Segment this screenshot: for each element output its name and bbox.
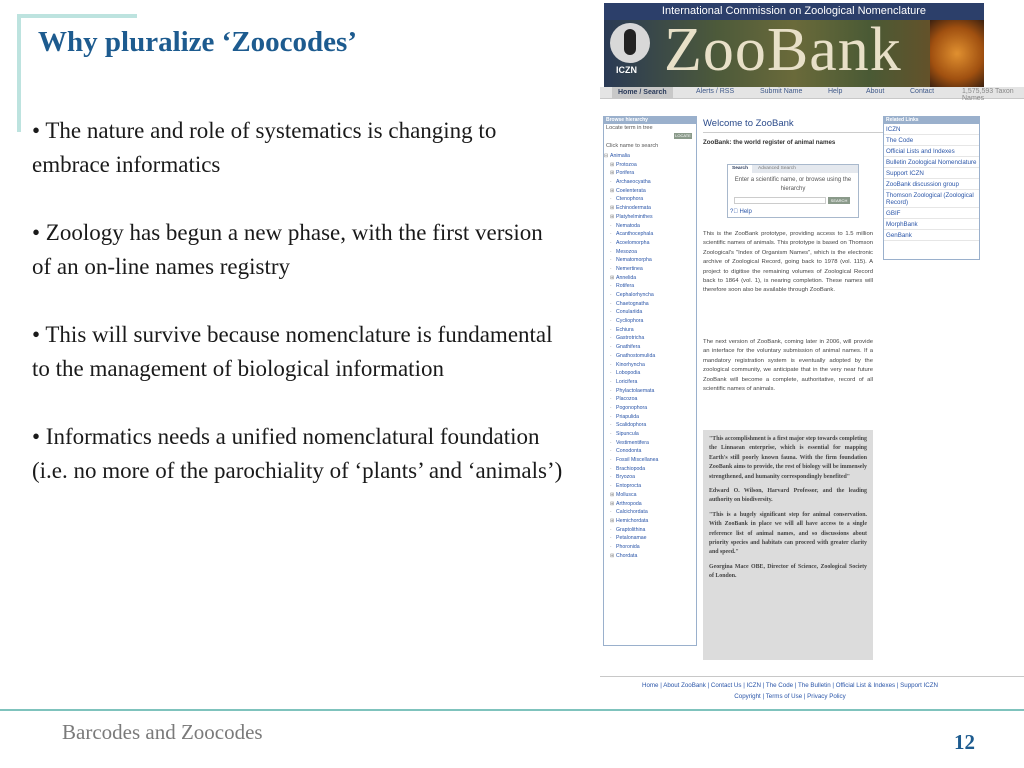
tree-item[interactable] — [604, 430, 696, 439]
tree-item[interactable] — [604, 204, 696, 213]
tree-item[interactable] — [604, 500, 696, 509]
leaf-icon: · — [610, 422, 612, 429]
next-version-paragraph: The next version of ZooBank, coming later in 2006, will provide an interface for the voluntary submission of animal names. If a mandatory registration system is eventually adopted by the zoological community, we anticipate that in the very near future ZooBank will become a complete, authoritative, record of all scientific names of animals. — [703, 339, 873, 393]
expand-icon[interactable]: ⊞ — [610, 213, 615, 220]
help-link[interactable]: ?⃞ Help — [730, 209, 752, 215]
tree-item[interactable] — [604, 282, 696, 291]
tree-item[interactable] — [604, 239, 696, 248]
slide-title: Why pluralize ‘Zoocodes’ — [38, 26, 357, 58]
tree-item-label: Hemichordata — [616, 517, 649, 524]
leaf-icon: · — [610, 292, 612, 298]
related-header: Related Links — [884, 117, 979, 124]
quote-wilson: "This accomplishment is a first major step towards completing the Linnaean enterprise, which is essential for mapping Earth's still poorly known fauna. With the firm foundation ZooBank aims to provide, the rest of biology will be immensely strengthened, and humanity correspondingly benefited" — [709, 436, 867, 480]
subtitle: ZooBank: the world register of animal names — [703, 139, 836, 146]
tree-item-label: Acanthocephala — [616, 231, 654, 238]
tree-item-label: Loricifera — [616, 378, 638, 385]
tree-item-label: Protozoa — [616, 161, 637, 168]
tree-item-label: Nemertinea — [616, 265, 643, 272]
leaf-icon: · — [610, 300, 612, 307]
leaf-icon: · — [610, 361, 612, 368]
tree-item-label: Mesozoa — [616, 248, 638, 255]
tree-item-label: Lobopodia — [616, 370, 641, 377]
leaf-icon: · — [610, 283, 612, 290]
zoobank-banner — [604, 3, 984, 87]
leaf-icon: · — [610, 326, 612, 333]
tree-item[interactable] — [604, 491, 696, 500]
related-link[interactable]: Support ICZN — [884, 168, 979, 179]
tree-item[interactable] — [604, 508, 696, 517]
tree-item-label: Gastrotricha — [616, 335, 645, 342]
leaf-icon: · — [610, 509, 612, 516]
bullet-item: • Zoology has begun a new phase, with the first version of an on-line names registry — [32, 220, 543, 279]
locate-input[interactable] — [604, 124, 696, 132]
related-link[interactable]: GenBank — [884, 230, 979, 241]
nav-submit-name[interactable]: Submit Name — [760, 88, 803, 95]
tree-item-label: Kinorhyncha — [616, 361, 645, 368]
taxon-tree — [604, 152, 696, 560]
leaf-icon: · — [610, 344, 612, 351]
tree-item-label: Echiura — [616, 326, 634, 333]
tree-item[interactable] — [604, 308, 696, 317]
nav-about[interactable]: About — [866, 88, 885, 95]
leaf-icon: · — [610, 231, 612, 238]
search-input[interactable] — [734, 197, 826, 204]
locate-placeholder: Locate term in tree — [606, 125, 653, 131]
tree-item-label: Conodonta — [616, 448, 642, 455]
tree-item[interactable] — [604, 439, 696, 448]
expand-icon[interactable]: ⊞ — [610, 187, 615, 194]
tree-item-label: Nematomorpha — [616, 257, 652, 264]
related-link[interactable]: ZooBank discussion group — [884, 179, 979, 190]
tab-search[interactable]: Search — [728, 165, 752, 173]
tree-item-label: Echinodermata — [616, 205, 651, 212]
expand-icon[interactable]: ⊞ — [610, 552, 615, 559]
bullet-item: • Informatics needs a unified nomenclatural foundation (i.e. no more of the parochiality of ‘plants’ and ‘animals’) — [32, 424, 563, 483]
tree-item-label: Platyhelminthes — [616, 213, 653, 220]
leaf-icon: · — [610, 248, 612, 255]
fly-icon — [610, 23, 650, 63]
taxon-count: 1,575,593 Taxon Names — [962, 88, 1014, 102]
tree-item[interactable] — [604, 421, 696, 430]
leaf-icon: · — [610, 378, 612, 385]
tree-item[interactable] — [604, 248, 696, 257]
tree-item[interactable] — [604, 265, 696, 274]
nav-home-search[interactable]: Home / Search — [612, 87, 673, 98]
tree-item[interactable] — [604, 404, 696, 413]
tree-item[interactable] — [604, 161, 696, 170]
leaf-icon: · — [610, 387, 612, 394]
tree-item-label: Mollusca — [616, 491, 637, 498]
tree-item-label: Chordata — [616, 552, 638, 559]
tree-item[interactable] — [604, 291, 696, 300]
tree-item[interactable] — [604, 178, 696, 187]
tree-item[interactable] — [604, 352, 696, 361]
tree-item-label: Conulariida — [616, 309, 643, 316]
tree-item[interactable] — [604, 343, 696, 352]
leaf-icon: · — [610, 257, 612, 264]
tree-item[interactable] — [604, 300, 696, 309]
expand-icon[interactable]: ⊞ — [610, 500, 615, 507]
tree-item[interactable] — [604, 456, 696, 465]
tiger-image — [930, 20, 984, 87]
tree-item-label: Coelenterata — [616, 187, 646, 194]
tree-item-label: Annelida — [616, 274, 637, 281]
tree-item[interactable] — [604, 465, 696, 474]
tree-item[interactable] — [604, 526, 696, 535]
tree-item-label: Placozoa — [616, 396, 638, 403]
quote-mace: "This is a hugely significant step for animal conservation. With ZooBank in place we will all have access to a single reference list of animal names, and so discussions about priority species and habitats can proceed with greater clarity and speed." — [709, 511, 867, 556]
tree-item[interactable] — [604, 256, 696, 265]
tree-item-label: Pogonophora — [616, 404, 648, 411]
tree-item-label: Bryozoa — [616, 474, 636, 481]
leaf-icon: · — [610, 474, 612, 481]
tree-item-label: Ctenophora — [616, 196, 644, 203]
leaf-icon: · — [610, 265, 612, 272]
tree-item-label: Chaetognatha — [616, 300, 649, 307]
tree-item-label: Cycliophora — [616, 318, 644, 325]
leaf-icon: · — [610, 335, 612, 342]
leaf-icon: · — [610, 352, 612, 359]
quote-mace-author: Georgina Mace OBE, Director of Science, Zoological Society of London. — [709, 563, 867, 580]
tree-item[interactable] — [604, 195, 696, 204]
tree-item-label: Brachiopoda — [616, 465, 646, 472]
leaf-icon: · — [610, 526, 612, 533]
click-hint: Click name to search — [606, 143, 659, 149]
leaf-icon: · — [610, 196, 612, 203]
nav-alerts-rss[interactable]: Alerts / RSS — [696, 88, 735, 95]
footer-legal-links[interactable]: Copyright | Terms of Use | Privacy Policy — [734, 693, 846, 700]
tree-item-label: Priapulida — [616, 413, 640, 420]
leaf-icon: · — [610, 483, 612, 490]
tree-item-label: Scalidophora — [616, 422, 647, 429]
leaf-icon: · — [610, 457, 612, 464]
related-link[interactable]: Official Lists and Indexes — [884, 146, 979, 157]
tree-item[interactable] — [604, 534, 696, 543]
expand-icon[interactable]: ⊞ — [610, 205, 615, 212]
banner-title: International Commission on Zoological Nomenclature — [604, 3, 984, 20]
leaf-icon: · — [610, 309, 612, 316]
tree-item[interactable] — [604, 274, 696, 283]
tree-item-label: Cephalorhyncha — [616, 292, 654, 298]
tree-item-label: Porifera — [616, 170, 635, 177]
leaf-icon: · — [610, 431, 612, 437]
welcome-heading: Welcome to ZooBank — [703, 118, 883, 133]
tree-item[interactable] — [604, 334, 696, 343]
tree-item[interactable] — [604, 317, 696, 326]
leaf-icon: · — [610, 222, 612, 229]
expand-icon[interactable]: ⊞ — [610, 170, 615, 177]
tree-item[interactable] — [604, 552, 696, 561]
quote-wilson-author: Edward O. Wilson, Harvard Professor, and the leading authority on biodiversity. — [709, 488, 867, 504]
tree-item[interactable] — [604, 387, 696, 396]
tree-item-label: Gnathostomulida — [616, 352, 656, 359]
tree-item-label: Archaeocyatha — [616, 179, 651, 186]
accent-vertical-bar — [17, 14, 21, 132]
expand-icon[interactable]: ⊞ — [610, 491, 615, 498]
leaf-icon: · — [610, 543, 612, 550]
tree-item[interactable] — [604, 169, 696, 178]
browse-hierarchy-panel — [603, 116, 697, 646]
tree-item[interactable] — [604, 326, 696, 335]
quote-box — [703, 430, 873, 660]
tree-item[interactable] — [604, 378, 696, 387]
related-link[interactable]: The Code — [884, 135, 979, 146]
help-icon: ?⃞ — [730, 209, 738, 215]
tree-item[interactable] — [604, 187, 696, 196]
tree-item[interactable] — [604, 361, 696, 370]
main-content — [703, 118, 883, 580]
leaf-icon: · — [610, 396, 612, 403]
tree-item-label: Gnathifera — [616, 344, 641, 351]
browse-header: Browse hierarchy — [604, 117, 696, 124]
leaf-icon: · — [610, 448, 612, 455]
tree-item[interactable] — [604, 369, 696, 378]
related-links-panel — [883, 116, 980, 260]
tree-item-label: Calcichordata — [616, 509, 648, 516]
footer-divider — [0, 709, 1024, 711]
leaf-icon: · — [610, 239, 612, 246]
nav-help[interactable]: Help — [828, 88, 843, 95]
tree-item-label: Rotifera — [616, 283, 635, 290]
tree-item-label: Entoprocta — [616, 483, 642, 490]
search-box — [727, 164, 859, 218]
tree-item-label: Nematoda — [616, 222, 640, 229]
tree-item[interactable] — [604, 413, 696, 422]
related-link[interactable]: Thomson Zoological (Zoological Record) — [884, 190, 979, 208]
zoobank-footer — [600, 676, 1024, 702]
tree-item-label: Fossil Miscellanea — [616, 457, 659, 464]
leaf-icon: · — [610, 318, 612, 325]
tree-item-label: Acoelomorpha — [616, 239, 650, 246]
leaf-icon: · — [610, 535, 612, 542]
leaf-icon: · — [610, 465, 612, 472]
collapse-icon[interactable]: ⊟ — [604, 153, 609, 159]
related-link[interactable]: MorphBank — [884, 219, 979, 230]
footer-links[interactable]: Home | About ZooBank | Contact Us | ICZN | The Code | The Bulletin | Official List & Indexes | Support ICZN — [641, 682, 938, 689]
zoobank-screenshot — [600, 3, 1024, 703]
tree-item-label: Petalonamae — [616, 535, 647, 542]
intro-paragraph: This is the ZooBank prototype, providing access to 1.5 million scientific names of animals. This prototype is based on Thomson Zoological's "Index of Organism Names", which is the electronic archive of Zoological Record, going back to 1978 (vol. 115). A project to digitise the remaining volumes of Zoological Record back to 1864 (vol. 1), is nearing completion. These names will therefore soon also be available through ZooBank. — [703, 231, 873, 294]
leaf-icon: · — [610, 370, 612, 377]
search-prompt: Enter a scientific name, or browse using the hierarchy — [734, 177, 852, 192]
tree-item[interactable] — [604, 517, 696, 526]
footer-text: Barcodes and Zoocodes — [62, 720, 263, 744]
leaf-icon: · — [610, 179, 612, 186]
leaf-icon: · — [610, 404, 612, 411]
bullet-list — [32, 114, 567, 522]
related-link[interactable]: ICZN — [884, 124, 979, 135]
page-number: 12 — [954, 730, 975, 754]
bullet-item: • This will survive because nomenclature is fundamental to the management of biological information — [32, 322, 553, 381]
tree-item[interactable] — [604, 222, 696, 231]
bullet-item: • The nature and role of systematics is changing to embrace informatics — [32, 118, 497, 177]
related-link[interactable]: Bulletin Zoological Nomenclature — [884, 157, 979, 168]
expand-icon[interactable]: ⊞ — [610, 161, 615, 168]
accent-horizontal-bar — [17, 14, 137, 18]
tree-item[interactable] — [604, 447, 696, 456]
leaf-icon: · — [610, 413, 612, 420]
tree-item-label: Phylactolaemata — [616, 387, 655, 394]
tree-item[interactable] — [604, 395, 696, 404]
related-link[interactable]: GBIF — [884, 208, 979, 219]
tree-item-label: Sipuncula — [616, 431, 639, 437]
tree-item[interactable] — [604, 482, 696, 491]
tab-advanced-search[interactable]: Advanced Search — [758, 166, 796, 171]
tree-item[interactable] — [604, 230, 696, 239]
search-button[interactable]: SEARCH — [828, 197, 850, 204]
leaf-icon: · — [610, 439, 612, 446]
nav-bar — [600, 87, 1024, 102]
locate-button[interactable]: LOCATE — [675, 133, 691, 138]
iczn-badge: ICZN — [616, 65, 637, 75]
expand-icon[interactable]: ⊞ — [610, 274, 615, 281]
tree-item-label: Arthropoda — [616, 500, 642, 507]
expand-icon[interactable]: ⊞ — [610, 517, 615, 524]
tree-item[interactable] — [604, 543, 696, 552]
tree-item-label: Vestimentifera — [616, 439, 649, 446]
tree-item[interactable] — [604, 473, 696, 482]
tree-item[interactable] — [604, 213, 696, 222]
nav-contact[interactable]: Contact — [910, 88, 935, 95]
zoobank-logo: ZooBank — [664, 16, 902, 84]
tree-root[interactable]: ⊟ Animalia — [604, 153, 630, 159]
tree-item-label: Phoronida — [616, 543, 640, 550]
tree-item-label: Graptolithina — [616, 526, 646, 533]
